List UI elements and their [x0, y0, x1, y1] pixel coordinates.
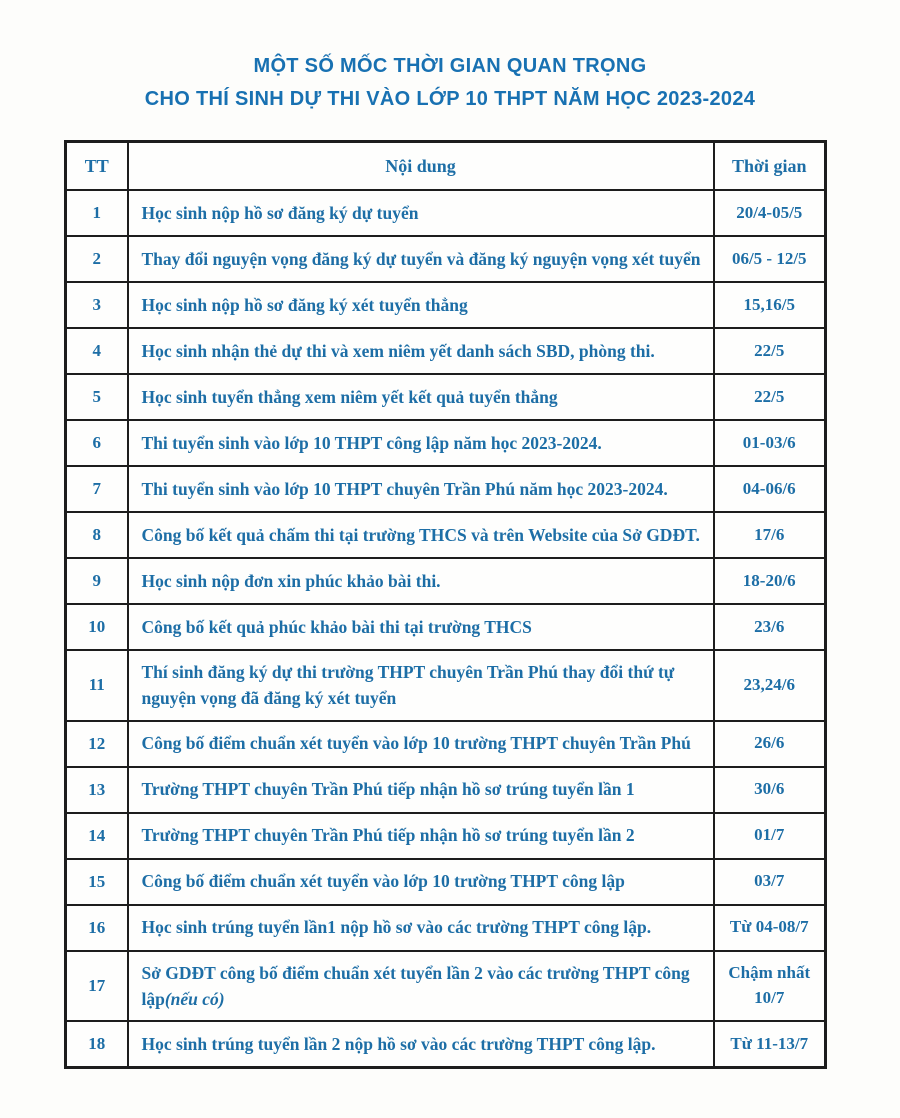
- row-number-cell: 3: [66, 282, 128, 328]
- content-cell: [128, 374, 714, 420]
- time-cell: 22/5: [714, 328, 826, 374]
- content-cell: [128, 558, 714, 604]
- row-number-cell: 18: [66, 1021, 128, 1068]
- row-number-cell: 13: [66, 767, 128, 813]
- content-text: Thí sinh đăng ký dự thi trường THPT chuyên Trần Phú thay đổi thứ tự nguyện vọng đã đăng ký xét tuyển: [141, 662, 675, 709]
- content-italic-text: (nếu có): [164, 988, 225, 1009]
- content-text: Thi tuyển sinh vào lớp 10 THPT công lập năm học 2023-2024.: [141, 432, 602, 453]
- row-number-cell: 7: [66, 466, 128, 512]
- time-cell: 23,24/6: [714, 650, 826, 721]
- table-row: [66, 236, 826, 282]
- content-text: Trường THPT chuyên Trần Phú tiếp nhận hồ sơ trúng tuyển lần 2: [141, 825, 635, 846]
- time-cell: 30/6: [714, 767, 826, 813]
- table-row: [66, 420, 826, 466]
- time-cell: 04-06/6: [714, 466, 826, 512]
- row-number-cell: 15: [66, 859, 128, 905]
- title-line-1: MỘT SỐ MỐC THỜI GIAN QUAN TRỌNG: [253, 55, 647, 77]
- row-number-cell: 14: [66, 813, 128, 859]
- table-row: [66, 767, 826, 813]
- content-text: Học sinh tuyển thẳng xem niêm yết kết quả tuyển thẳng: [141, 386, 558, 407]
- row-number-cell: 2: [66, 236, 128, 282]
- row-number-cell: 11: [66, 650, 128, 721]
- time-cell: 17/6: [714, 512, 826, 558]
- content-text: Công bố điểm chuẩn xét tuyển vào lớp 10 trường THPT công lập: [141, 871, 625, 892]
- table-body: [66, 190, 826, 1068]
- row-number-cell: 17: [66, 951, 128, 1022]
- row-number-cell: 4: [66, 328, 128, 374]
- time-cell: 20/4-05/5: [714, 190, 826, 236]
- content-text: Học sinh trúng tuyển lần 2 nộp hồ sơ vào các trường THPT công lập.: [141, 1033, 656, 1054]
- document-title: [0, 50, 900, 116]
- table-row: [66, 512, 826, 558]
- content-cell: [128, 604, 714, 650]
- row-number-cell: 12: [66, 721, 128, 767]
- table-row: [66, 190, 826, 236]
- content-text: Học sinh nộp đơn xin phúc khảo bài thi.: [141, 570, 441, 591]
- content-text: Học sinh nhận thẻ dự thi và xem niêm yết danh sách SBD, phòng thi.: [141, 340, 655, 361]
- content-cell: [128, 650, 714, 721]
- content-cell: [128, 236, 714, 282]
- header-thoi-gian: Thời gian: [714, 142, 826, 191]
- table-row: [66, 859, 826, 905]
- time-cell: 15,16/5: [714, 282, 826, 328]
- content-cell: [128, 328, 714, 374]
- content-cell: [128, 859, 714, 905]
- row-number-cell: 6: [66, 420, 128, 466]
- time-cell: 06/5 - 12/5: [714, 236, 826, 282]
- content-text: Học sinh nộp hồ sơ đăng ký dự tuyển: [141, 202, 419, 223]
- table-row: [66, 558, 826, 604]
- content-text: Học sinh trúng tuyển lần1 nộp hồ sơ vào các trường THPT công lập.: [141, 917, 652, 938]
- content-cell: [128, 951, 714, 1022]
- schedule-table: [64, 140, 827, 1069]
- content-cell: [128, 813, 714, 859]
- content-cell: [128, 767, 714, 813]
- content-text: Công bố kết quả chấm thi tại trường THCS và trên Website của Sở GDĐT.: [141, 524, 700, 545]
- row-number-cell: 10: [66, 604, 128, 650]
- header-row: [66, 142, 826, 191]
- table-row: [66, 721, 826, 767]
- content-cell: [128, 466, 714, 512]
- table-row: [66, 604, 826, 650]
- content-text: Trường THPT chuyên Trần Phú tiếp nhận hồ sơ trúng tuyển lần 1: [141, 779, 635, 800]
- content-text: Thi tuyển sinh vào lớp 10 THPT chuyên Trần Phú năm học 2023-2024.: [141, 478, 668, 499]
- content-text: Công bố điểm chuẩn xét tuyển vào lớp 10 trường THPT chuyên Trần Phú: [141, 733, 691, 754]
- time-cell: 22/5: [714, 374, 826, 420]
- content-cell: [128, 1021, 714, 1068]
- content-text: Thay đổi nguyện vọng đăng ký dự tuyển và đăng ký nguyện vọng xét tuyển: [141, 248, 701, 269]
- row-number-cell: 16: [66, 905, 128, 951]
- title-line-2: CHO THÍ SINH DỰ THI VÀO LỚP 10 THPT NĂM HỌC 2023-2024: [144, 88, 756, 110]
- table-row: [66, 282, 826, 328]
- table-row: [66, 466, 826, 512]
- time-cell: Từ 04-08/7: [714, 905, 826, 951]
- time-cell: 23/6: [714, 604, 826, 650]
- time-cell: 01/7: [714, 813, 826, 859]
- table-row: [66, 951, 826, 1022]
- table-row: [66, 905, 826, 951]
- time-cell: Từ 11-13/7: [714, 1021, 826, 1068]
- table-row: [66, 813, 826, 859]
- content-cell: [128, 905, 714, 951]
- content-cell: [128, 512, 714, 558]
- row-number-cell: 5: [66, 374, 128, 420]
- content-text: Sở GDĐT công bố điểm chuẩn xét tuyển lần 2 vào các trường THPT công lập: [141, 962, 690, 1009]
- table-row: [66, 650, 826, 721]
- table-row: [66, 1021, 826, 1068]
- time-cell: 26/6: [714, 721, 826, 767]
- table-row: [66, 328, 826, 374]
- content-cell: [128, 190, 714, 236]
- header-tt: TT: [66, 142, 128, 191]
- time-cell: 03/7: [714, 859, 826, 905]
- table-row: [66, 374, 826, 420]
- content-cell: [128, 420, 714, 466]
- content-text: Công bố kết quả phúc khảo bài thi tại trường THCS: [141, 616, 532, 637]
- row-number-cell: 1: [66, 190, 128, 236]
- time-cell: 01-03/6: [714, 420, 826, 466]
- time-cell: Chậm nhất 10/7: [714, 951, 826, 1022]
- row-number-cell: 9: [66, 558, 128, 604]
- row-number-cell: 8: [66, 512, 128, 558]
- header-noi-dung: Nội dung: [128, 142, 714, 191]
- time-cell: 18-20/6: [714, 558, 826, 604]
- content-cell: [128, 282, 714, 328]
- content-text: Học sinh nộp hồ sơ đăng ký xét tuyển thẳng: [141, 294, 468, 315]
- content-cell: [128, 721, 714, 767]
